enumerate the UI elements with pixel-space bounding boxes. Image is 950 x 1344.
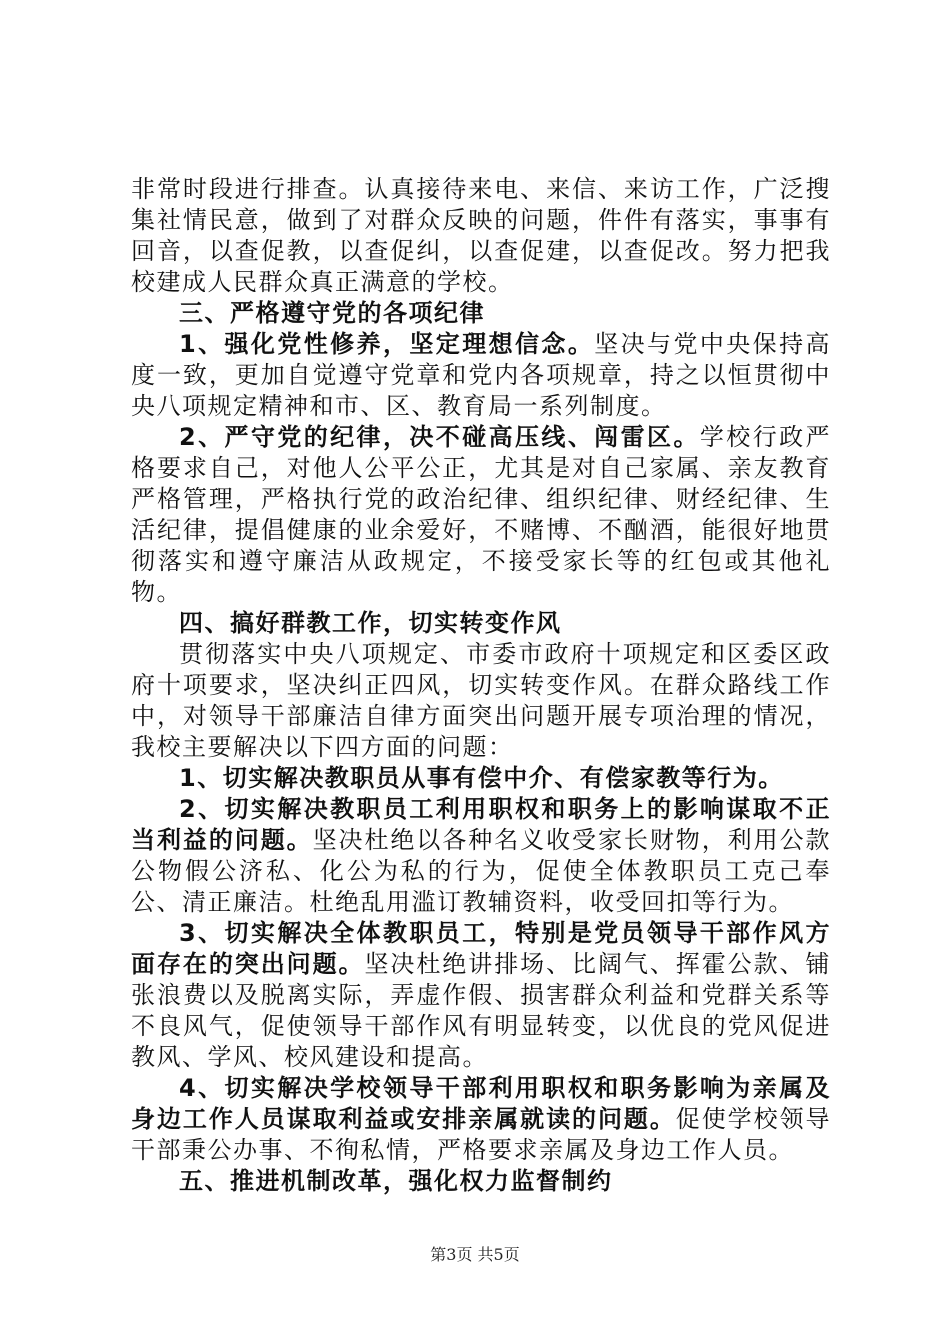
paragraph-lead: 2、切实解决教职员工利用职权和职务上的影响谋取不正当利益的问题。 [131,795,831,854]
heading-text: 三、严格遵守党的各项纪律 [179,299,485,327]
section-heading [131,608,831,639]
paragraph-text: 非常时段进行排查。认真接待来电、来信、来访工作，广泛搜集社情民意，做到了对群众反映的问题，件件有落实，事事有回音，以查促教，以查促纠，以查促建，以查促改。努力把我校建成人民群众真正满意的学校。 [131,175,831,296]
paragraph-text: 贯彻落实中央八项规定、市委市政府十项规定和区委区政府十项要求，坚决纠正四风，切实转变作风。在群众路线工作中，对领导干部廉洁自律方面突出问题开展专项治理的情况，我校主要解决以下四方面的问题： [131,640,831,761]
paragraph-lead: 1、强化党性修养，坚定理想信念。 [179,330,595,358]
paragraph-text: 学校行政严格要求自己，对他人公平公正，尤其是对自己家属、亲友教育严格管理，严格执行党的政治纪律、组织纪律、财经纪律、生活纪律，提倡健康的业余爱好，不赌博、不酗酒，能很好地贯彻落实和遵守廉洁从政规定，不接受家长等的红包或其他礼物。 [131,423,832,606]
paragraph-text: 坚决与党中央保持高度一致，更加自觉遵守党章和党内各项规章，持之以恒贯彻中央八项规定精神和市、区、教育局一系列制度。 [131,330,831,420]
document-body [131,174,831,1197]
body-paragraph [131,763,831,794]
paragraph-text: 促使学校领导干部秉公办事、不徇私情，严格要求亲属及身边工作人员。 [131,1105,832,1164]
paragraph-text: 坚决杜绝以各种名义收受家长财物，利用公款公物假公济私、化公为私的行为，促使全体教职员工克己奉公、清正廉洁。杜绝乱用滥订教辅资料，收受回扣等行为。 [131,826,832,916]
body-paragraph [131,918,831,1073]
paragraph-lead: 2、严守党的纪律，决不碰高压线、闯雷区。 [179,423,700,451]
body-paragraph [131,174,831,298]
body-paragraph [131,1073,831,1166]
paragraph-text: 坚决杜绝讲排场、比阔气、挥霍公款、铺张浪费以及脱离实际，弄虚作假、损害群众利益和党群关系等不良风气，促使领导干部作风有明显转变，以优良的党风促进教风、学风、校风建设和提高。 [131,950,832,1071]
heading-text: 五、推进机制改革，强化权力监督制约 [179,1167,613,1195]
heading-text: 四、搞好群教工作，切实转变作风 [179,609,562,637]
section-heading [131,1166,831,1197]
body-paragraph [131,639,831,763]
section-heading [131,298,831,329]
page-footer: 第3页 共5页 [430,1245,520,1264]
body-paragraph [131,794,831,918]
paragraph-lead: 4、切实解决学校领导干部利用职权和职务影响为亲属及身边工作人员谋取利益或安排亲属就读的问题。 [131,1074,831,1133]
paragraph-lead: 1、切实解决教职员从事有偿中介、有偿家教等行为。 [179,764,784,792]
body-paragraph [131,329,831,422]
body-paragraph [131,422,831,608]
paragraph-lead: 3、切实解决全体教职员工，特别是党员领导干部作风方面存在的突出问题。 [131,919,831,978]
